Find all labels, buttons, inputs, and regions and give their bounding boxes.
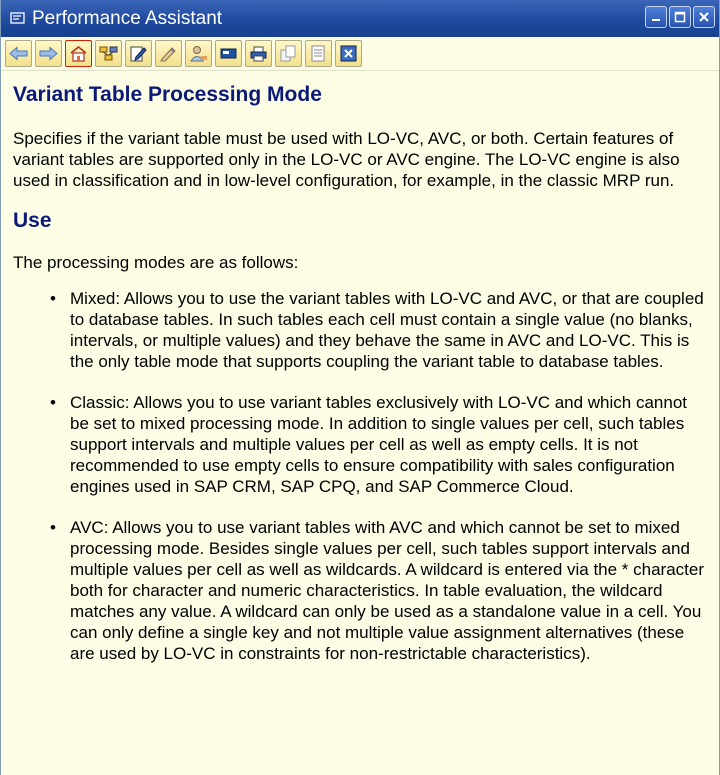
- edit-icon: [129, 45, 148, 62]
- structure-button[interactable]: [95, 40, 122, 67]
- document-icon: [309, 45, 328, 62]
- close-icon: [698, 11, 710, 23]
- processing-modes-list: [13, 288, 707, 664]
- title-bar[interactable]: [1, 0, 719, 37]
- copy-icon: [279, 45, 298, 62]
- print-button[interactable]: [245, 40, 272, 67]
- help-content: [1, 82, 719, 664]
- list-item-avc: [50, 517, 707, 664]
- list-item-text: Classic: Allows you to use variant tables exclusively with LO-VC and which cannot be set to mixed processing mode. In addition to single values per cell, such tables support intervals and multiple values per cell as well as empty cells. It is not recommended to use empty cells to ensure compatibility with sales configuration engines used in SAP CRM, SAP CPQ, and SAP Commerce Cloud.: [70, 393, 688, 496]
- list-item-text: AVC: Allows you to use variant tables with AVC and which cannot be set to mixed processing mode. Besides single values per cell, such tables support intervals and multiple values per cell as well as wildcards. A wildcard is entered via the * character both for character and numeric characteristics. In table evaluation, the wildcard matches any value. A wildcard can only be used as a standalone value in a cell. You can only define a single key and not multiple value assignment alternatives (these are used by LO-VC in constraints for non-restrictable characteristics).: [70, 518, 705, 663]
- list-item-classic: [50, 392, 707, 497]
- user-icon: [189, 45, 208, 62]
- use-lead-text: The processing modes are as follows:: [13, 253, 299, 272]
- forward-arrow-icon: [39, 46, 58, 61]
- window-controls: [645, 6, 715, 28]
- close-icon: [339, 45, 358, 62]
- pen-button[interactable]: [155, 40, 182, 67]
- print-icon: [249, 45, 268, 62]
- minimize-button[interactable]: [645, 6, 667, 28]
- copy-button[interactable]: [275, 40, 302, 67]
- bullet: •: [50, 518, 56, 537]
- display-button[interactable]: [215, 40, 242, 67]
- back-arrow-icon: [9, 46, 28, 61]
- bullet: •: [50, 289, 56, 308]
- window-icon: [9, 12, 27, 26]
- edit-button[interactable]: [125, 40, 152, 67]
- bullet: •: [50, 393, 56, 412]
- window-title: Performance Assistant: [32, 7, 223, 29]
- back-button[interactable]: [5, 40, 32, 67]
- document-button[interactable]: [305, 40, 332, 67]
- maximize-button[interactable]: [669, 6, 691, 28]
- page-title: Variant Table Processing Mode: [13, 83, 322, 106]
- maximize-icon: [674, 11, 686, 23]
- toolbar: [1, 37, 719, 71]
- home-icon: [69, 45, 88, 62]
- list-item-mixed: [50, 288, 707, 372]
- use-heading: Use: [13, 209, 52, 232]
- forward-button[interactable]: [35, 40, 62, 67]
- home-button[interactable]: [65, 40, 92, 67]
- user-button[interactable]: [185, 40, 212, 67]
- structure-icon: [99, 45, 118, 62]
- close-button[interactable]: [335, 40, 362, 67]
- minimize-icon: [650, 11, 662, 23]
- list-item-text: Mixed: Allows you to use the variant tables with LO-VC and AVC, or that are coupled to database tables. In such tables each cell must contain a single value (no blanks, intervals, or multiple values) and they behave the same in AVC and LO-VC. This is the only table mode that supports coupling the variant table to database tables.: [70, 289, 704, 371]
- intro-paragraph: Specifies if the variant table must be used with LO-VC, AVC, or both. Certain features of variant tables are supported only in the LO-VC or AVC engine. The LO-VC engine is also used in classification and in low-level configuration, for example, in the classic MRP run.: [13, 129, 680, 190]
- display-icon: [219, 45, 238, 62]
- pen-icon: [159, 45, 178, 62]
- close-window-button[interactable]: [693, 6, 715, 28]
